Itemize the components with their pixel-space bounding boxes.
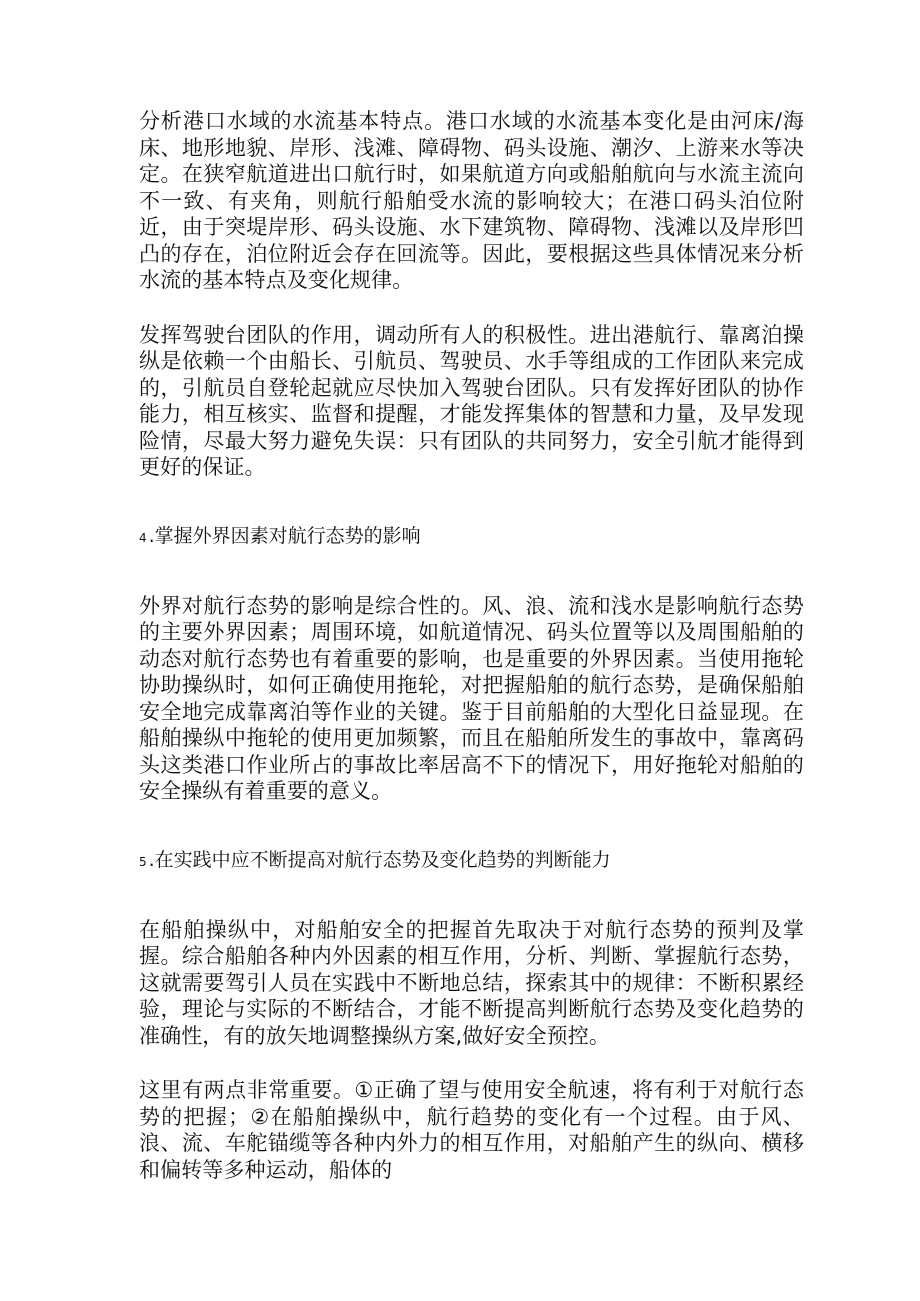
document-body bbox=[139, 108, 804, 1183]
paragraph-water-flow: 分析港口水域的水流基本特点。港口水域的水流基本变化是由河床/海床、地形地貌、岸形、浅滩、障碍物、码头设施、潮汐、上游来水等决定。在狭窄航道进出口航行时，如果航道方向或船舶航向与水流主流向不一致、有夹角，则航行船舶受水流的影响较大；在港口码头泊位附近，由于突堤岸形、码头设施、水下建筑物、障碍物、浅滩以及岸形凹凸的存在，泊位附近会存在回流等。因此，要根据这些具体情况来分析水流的基本特点及变化规律。 bbox=[139, 109, 804, 292]
section-number: 5 bbox=[139, 854, 147, 869]
section-title: .掌握外界因素对航行态势的影响 bbox=[148, 524, 421, 547]
paragraph-judgment-ability: 在船舶操纵中，对船舶安全的把握首先取决于对航行态势的预判及掌握。综合船舶各种内外因素的相互作用，分析、判断、掌握航行态势，这就需要驾引人员在实践中不断地总结，探索其中的规律：不断积累经验，理论与实际的不断结合，才能不断提高判断航行态势及变化趋势的准确性，有的放矢地调整操纵方案,做好安全预控。 bbox=[139, 917, 804, 1048]
section-title: .在实践中应不断提高对航行态势及变化趋势的判断能力 bbox=[148, 848, 611, 871]
paragraph-two-key-points: 这里有两点非常重要。①正确了望与使用安全航速，将有利于对航行态势的把握；②在船舶操纵中，航行趋势的变化有一个过程。由于风、浪、流、车舵锚缆等各种内外力的相互作用，对船舶产生的纵向、横移和偏转等多种运动，船体的 bbox=[139, 1078, 804, 1182]
paragraph-external-factors: 外界对航行态势的影响是综合性的。风、浪、流和浅水是影响航行态势的主要外界因素；周围环境，如航道情况、码头位置等以及周围船舶的动态对航行态势也有着重要的影响，也是重要的外界因素。当使用拖轮协助操纵时，如何正确使用拖轮，对把握船舶的航行态势，是确保船舶安全地完成靠离泊等作业的关键。鉴于目前船舶的大型化日益显现。在船舶操纵中拖轮的使用更加频繁，而且在船舶所发生的事故中，靠离码头这类港口作业所占的事故比率居高不下的情况下，用好拖轮对船舶的安全操纵有着重要的意义。 bbox=[139, 593, 804, 803]
section-heading-5 bbox=[139, 847, 804, 875]
section-number: 4 bbox=[139, 530, 147, 545]
paragraph-bridge-team: 发挥驾驶台团队的作用，调动所有人的积极性。进出港航行、靠离泊操纵是依赖一个由船长、引航员、驾驶员、水手等组成的工作团队来完成的，引航员自登轮起就应尽快加入驾驶台团队。只有发挥好团队的协作能力，相互核实、监督和提醒，才能发挥集体的智慧和力量，及早发现险情，尽最大努力避免失误：只有团队的共同努力，安全引航才能得到更好的保证。 bbox=[139, 322, 804, 479]
section-heading-4 bbox=[139, 523, 804, 551]
